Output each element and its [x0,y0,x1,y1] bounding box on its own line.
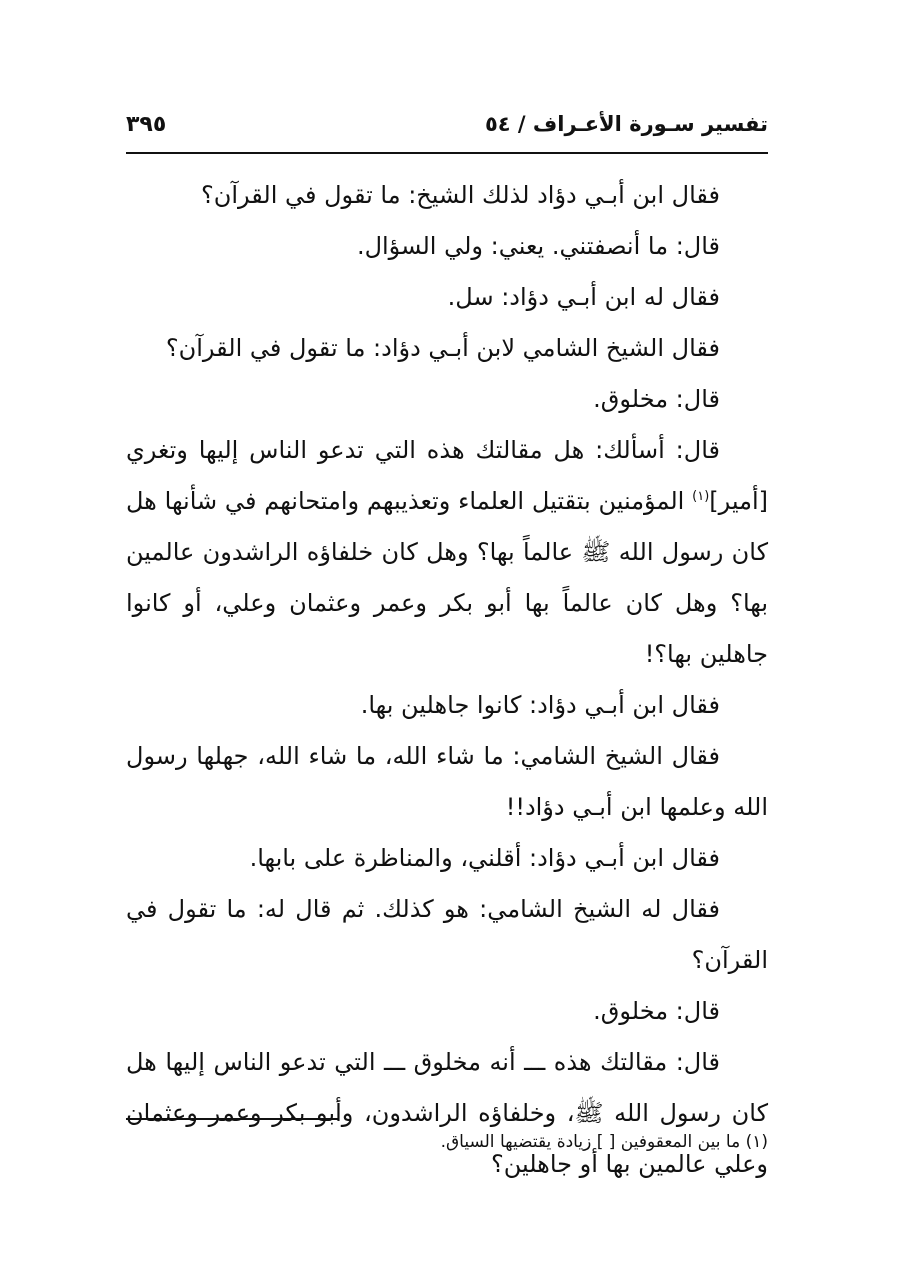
paragraph: قال: مخلوق. [593,997,720,1025]
paragraph: فقال ابن أبـي دؤاد: أقلني، والمناظرة على بابها. [249,844,720,872]
paragraph: فقال ابن أبـي دؤاد لذلك الشيخ: ما تقول في القرآن؟ [200,181,720,209]
page-number: ٣٩٥ [126,112,167,137]
paragraph: فقال له الشيخ الشامي: هو كذلك. ثم قال له: ما تقول في القرآن؟ [126,895,768,974]
paragraph: فقال له ابن أبـي دؤاد: سل. [447,283,720,311]
book-page [126,108,768,1190]
paragraph: قال: مقالتك هذه ـــ أنه مخلوق ـــ التي تدعو الناس إليها هل كان رسول الله ﷺ، وخلفاؤه الراشدون، وأبو بكر وعمر وعثمان وعلي عالمين بها أو جاهلين؟ [126,1048,768,1178]
footnote: (١) ما بين المعقوفين [ ] زيادة يقتضيها السياق. [440,1132,768,1152]
body-text [126,170,768,1190]
paragraph: قال: مخلوق. [593,385,720,413]
paragraph: فقال الشيخ الشامي: ما شاء الله، ما شاء الله، جهلها رسول الله وعلمها ابن أبـي دؤاد!! [126,742,768,821]
footnote-divider [126,1118,338,1120]
paragraph: فقال ابن أبـي دؤاد: كانوا جاهلين بها. [360,691,720,719]
paragraph-text-part: قال: أسألك: هل مقالتك هذه التي تدعو الناس إليها وتغري [أمير] [126,436,768,515]
footnote-reference: (١) [692,489,710,504]
running-header [126,108,768,154]
header-title: تفسير سـورة الأعـراف / ٥٤ [484,112,768,136]
paragraph-text-part: المؤمنين بتقتيل العلماء وتعذيبهم وامتحانهم في شأنها هل كان رسول الله ﷺ عالماً بها؟ وهل كان خلفاؤه الراشدون عالمين بها؟ وهل كان عالماً بها أبو بكر وعمر وعثمان وعلي، أو كانوا جاهلين بها؟! [126,487,768,668]
paragraph: فقال الشيخ الشامي لابن أبـي دؤاد: ما تقول في القرآن؟ [165,334,720,362]
paragraph-with-footnote-ref [126,425,768,680]
paragraph: قال: ما أنصفتني. يعني: ولي السؤال. [356,232,720,260]
